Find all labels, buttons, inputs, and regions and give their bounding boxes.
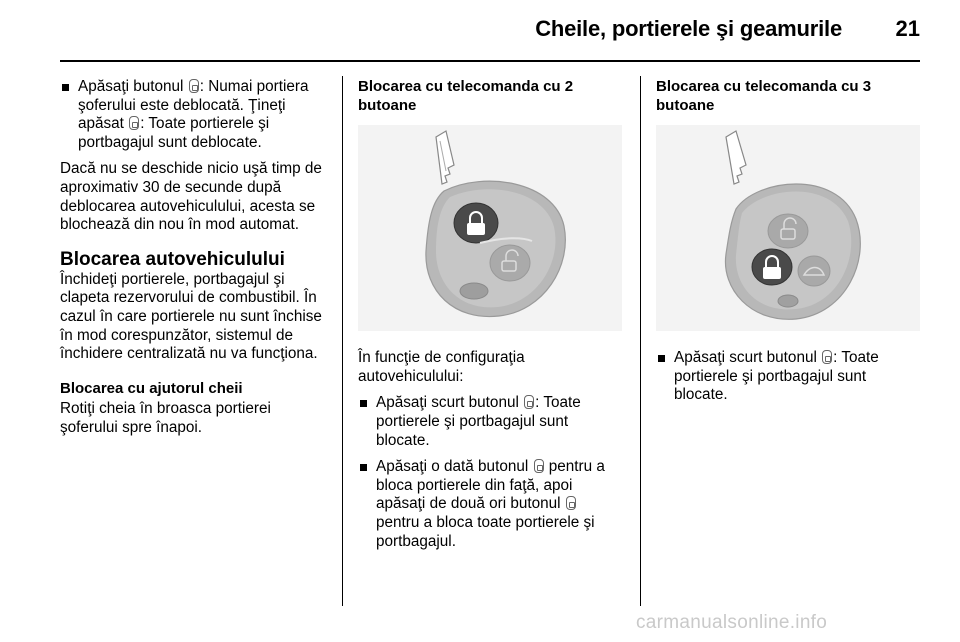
- column-divider-2: [640, 76, 641, 606]
- locking-paragraph: Închideţi portierele, portbagajul şi clapeta rezervorului de combustibil. În cazul în care portierele nu sunt închise în mod corespunzător, sistemul de închidere centralizată nu va funcţiona.: [60, 270, 322, 363]
- header-rule: [60, 60, 920, 62]
- page-header-title: Cheile, portierele şi geamurile: [535, 16, 842, 41]
- lock-button-icon: [822, 350, 832, 364]
- config-intro: În funcţie de configuraţia autovehiculului:: [358, 349, 525, 385]
- column-2: [358, 78, 622, 559]
- column-3: [656, 78, 920, 413]
- lock-button-icon: [524, 395, 534, 409]
- unlock-button-icon: [129, 116, 139, 130]
- subhead-key-locking: Blocarea cu ajutorul cheii: [60, 379, 243, 397]
- lock-button-icon: [534, 459, 544, 473]
- bullet-press-once-twice: Apăsaţi o dată butonul pentru a bloca portierele din faţă, apoi apăsaţi de două ori butonul pentru a bloca toate portierele şi portbagajul.: [358, 458, 622, 551]
- column-1: [60, 78, 326, 446]
- figure-2-button-fob: [358, 125, 622, 331]
- subhead-3-button-remote: Blocarea cu telecomanda cu 3 butoane: [656, 78, 872, 114]
- fob-2-button-illustration: [358, 125, 622, 331]
- auto-relock-paragraph: Dacă nu se deschide nicio uşă timp de aproximativ 30 de secunde după deblocarea autovehiculului, acesta se blochează din nou în mod automat.: [60, 160, 322, 234]
- bullet-short-press: Apăsaţi scurt butonul : Toate portierele şi portbagajul sunt blocate.: [358, 394, 622, 450]
- watermark: carmanualsonline.info: [636, 612, 828, 633]
- section-title: Blocarea autovehiculului: [60, 248, 285, 270]
- fob-3-button-illustration: [656, 125, 920, 331]
- unlock-button-icon: [189, 79, 199, 93]
- page-number: 21: [895, 16, 920, 41]
- bullet-unlock: Apăsaţi butonul : Numai portiera şoferului este deblocată. Ţineţi apăsat : Toate portierele şi portbagajul sunt deblocate.: [60, 78, 326, 152]
- column-divider-1: [342, 76, 343, 606]
- subhead-2-button-remote: Blocarea cu telecomanda cu 2 butoane: [358, 78, 574, 114]
- key-locking-paragraph: Rotiţi cheia în broasca portierei şoferului spre înapoi.: [60, 400, 271, 436]
- figure-3-button-fob: [656, 125, 920, 331]
- lock-button-icon: [566, 496, 576, 510]
- bullet-3btn-short-press: Apăsaţi scurt butonul : Toate portierele şi portbagajul sunt blocate.: [656, 349, 920, 405]
